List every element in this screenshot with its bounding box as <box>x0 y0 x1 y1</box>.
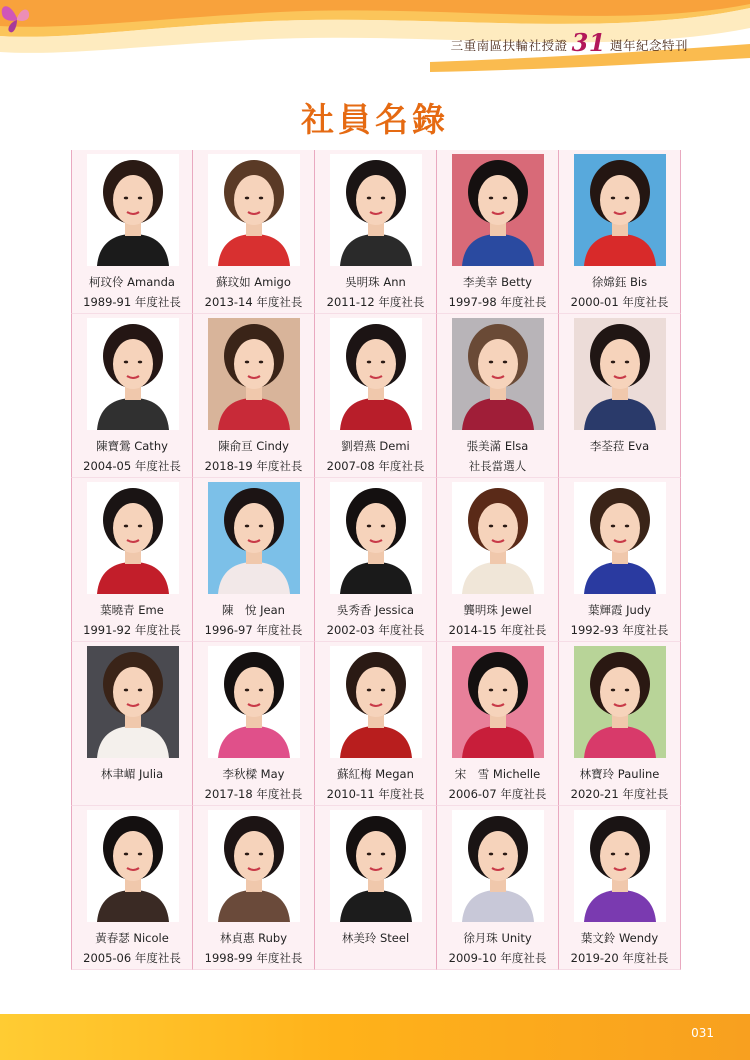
member-name: 蘇玟如 Amigo <box>216 275 291 289</box>
member-card <box>71 478 193 642</box>
member-card <box>193 314 315 478</box>
member-card <box>437 642 559 806</box>
member-portrait <box>87 482 179 594</box>
member-card <box>71 806 193 970</box>
footer-bar <box>0 1014 750 1060</box>
member-name: 林寶玲 Pauline <box>579 767 660 781</box>
member-role: 2014-15 年度社長 <box>448 623 547 637</box>
member-role: 2005-06 年度社長 <box>83 951 181 965</box>
member-card <box>559 806 681 970</box>
member-portrait <box>452 810 544 922</box>
member-portrait <box>330 318 422 430</box>
member-card <box>437 478 559 642</box>
member-role: 2018-19 年度社長 <box>204 459 303 473</box>
member-role: 2020-21 年度社長 <box>570 787 669 801</box>
member-role: 1998-99 年度社長 <box>204 951 303 965</box>
member-name: 蘇紅梅 Megan <box>337 767 414 781</box>
member-portrait <box>574 318 666 430</box>
member-card <box>315 642 437 806</box>
member-name: 林美玲 Steel <box>341 931 410 945</box>
member-portrait <box>208 318 300 430</box>
member-card <box>71 150 193 314</box>
member-card <box>193 642 315 806</box>
member-name: 張美滿 Elsa <box>466 439 529 453</box>
member-role: 2013-14 年度社長 <box>204 295 303 309</box>
member-portrait <box>452 154 544 266</box>
member-name: 徐月珠 Unity <box>463 931 532 945</box>
member-role: 2017-18 年度社長 <box>204 787 303 801</box>
member-portrait <box>574 646 666 758</box>
member-portrait <box>87 318 179 430</box>
member-role: 1991-92 年度社長 <box>83 623 181 637</box>
member-name: 林聿嵋 Julia <box>100 767 164 781</box>
member-portrait <box>574 482 666 594</box>
member-portrait <box>330 482 422 594</box>
member-card <box>315 478 437 642</box>
member-role: 社長當選人 <box>468 459 527 473</box>
member-card <box>559 478 681 642</box>
member-name: 陳 悅 Jean <box>222 603 285 617</box>
member-card <box>315 806 437 970</box>
member-name: 宋 雪 Michelle <box>454 767 541 781</box>
member-card <box>71 314 193 478</box>
member-name: 葉曉青 Eme <box>100 603 164 617</box>
member-card <box>193 806 315 970</box>
member-role: 2010-11 年度社長 <box>326 787 425 801</box>
member-role: 1992-93 年度社長 <box>570 623 669 637</box>
member-portrait <box>87 646 179 758</box>
member-portrait <box>208 154 300 266</box>
member-role: 2004-05 年度社長 <box>83 459 181 473</box>
member-directory-grid <box>71 150 681 970</box>
member-name: 劉碧燕 Demi <box>341 439 410 453</box>
member-name: 林貞惠 Ruby <box>219 931 288 945</box>
member-name: 葉輝霞 Judy <box>588 603 651 617</box>
publication-title-suffix: 週年紀念特刊 <box>609 37 688 53</box>
member-portrait <box>452 482 544 594</box>
member-name: 柯玟伶 Amanda <box>89 275 175 289</box>
member-role: 2019-20 年度社長 <box>570 951 669 965</box>
member-card <box>559 642 681 806</box>
member-portrait <box>452 646 544 758</box>
member-role: 2002-03 年度社長 <box>326 623 425 637</box>
member-portrait <box>574 810 666 922</box>
member-role: 2007-08 年度社長 <box>326 459 425 473</box>
publication-title-prefix: 三重南區扶輪社授證 <box>450 37 568 53</box>
member-role: 1997-98 年度社長 <box>448 295 547 309</box>
member-portrait <box>208 646 300 758</box>
member-portrait <box>330 646 422 758</box>
page-number: 031 <box>691 1026 714 1040</box>
member-card <box>193 478 315 642</box>
butterfly-icon <box>0 0 34 34</box>
header-banner <box>0 0 750 78</box>
member-name: 葉文鈴 Wendy <box>580 931 659 945</box>
member-card <box>437 150 559 314</box>
member-role: 2000-01 年度社長 <box>570 295 669 309</box>
anniversary-number: 31 <box>571 28 606 57</box>
member-name: 徐嫦鈺 Bis <box>591 275 648 289</box>
member-card <box>559 314 681 478</box>
member-role: 2006-07 年度社長 <box>448 787 547 801</box>
member-role: 2011-12 年度社長 <box>326 295 425 309</box>
member-portrait <box>87 154 179 266</box>
member-name: 吳明珠 Ann <box>345 275 406 289</box>
member-card <box>315 150 437 314</box>
member-card <box>437 314 559 478</box>
member-card <box>559 150 681 314</box>
member-portrait <box>208 810 300 922</box>
member-portrait <box>452 318 544 430</box>
member-name: 李秋樑 May <box>222 767 285 781</box>
member-role: 1996-97 年度社長 <box>204 623 303 637</box>
member-name: 李荃菈 Eva <box>589 439 650 453</box>
member-name: 黃春瑟 Nicole <box>95 931 169 945</box>
publication-title <box>451 30 688 59</box>
member-portrait <box>330 154 422 266</box>
member-card <box>71 642 193 806</box>
page-title: 社員名錄 <box>301 100 449 139</box>
member-portrait <box>87 810 179 922</box>
member-card <box>193 150 315 314</box>
member-card <box>315 314 437 478</box>
member-portrait <box>574 154 666 266</box>
member-portrait <box>208 482 300 594</box>
member-card <box>437 806 559 970</box>
member-role: 2009-10 年度社長 <box>448 951 547 965</box>
member-name: 李美幸 Betty <box>463 275 532 289</box>
member-name: 吳秀香 Jessica <box>336 603 415 617</box>
member-name: 陳俞亘 Cindy <box>218 439 289 453</box>
member-role: 1989-91 年度社長 <box>83 295 181 309</box>
member-name: 龔明珠 Jewel <box>463 603 532 617</box>
member-name: 陳寶鶯 Cathy <box>96 439 168 453</box>
member-portrait <box>330 810 422 922</box>
